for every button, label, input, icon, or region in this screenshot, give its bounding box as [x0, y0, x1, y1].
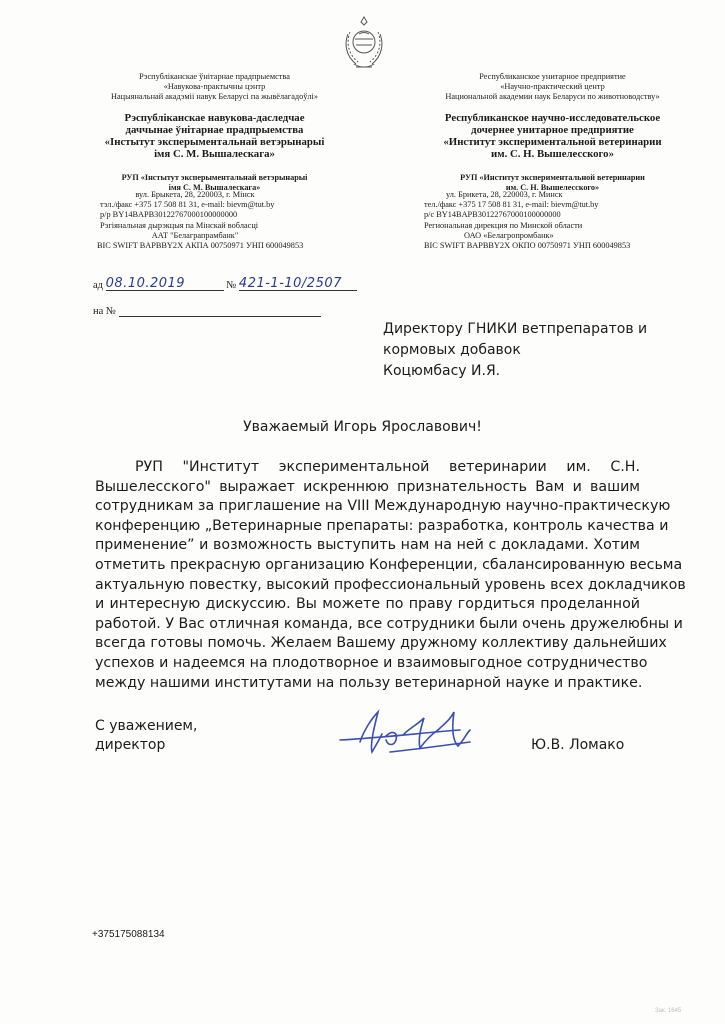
org-name-line-2: дочернее унитарное предприятие — [471, 123, 634, 136]
addressee — [383, 319, 703, 382]
org-name-line-4: им. С. Н. Вышелесского» — [491, 147, 614, 160]
body-line: применение” и возможность выступить нам на ней с докладами. Хотим — [95, 537, 640, 554]
to-field — [119, 302, 321, 317]
org-name-line-2: даччынае ўнітарнае прадпрыемства — [125, 123, 304, 136]
print-order-mark: Зак. 1645 — [655, 1008, 682, 1014]
signer-name: Ю.В. Ломако — [531, 737, 625, 753]
contacts: тэл./факс +375 17 508 81 31, e-mail: bievm@tut.by — [100, 200, 275, 210]
bank-codes: BIC SWIFT BAPBBY2X ОКПО 00750971 УНП 600049853 — [424, 241, 631, 251]
org-name-line-4: імя С. М. Вышалескага» — [154, 147, 275, 160]
bank-account: р/р BY14BAPB30122767000100000000 — [100, 210, 238, 220]
closing-block — [95, 717, 197, 755]
body-line: успехов и надеемся на плодотворное и взаимовыгодное сотрудничество — [95, 654, 648, 671]
parent-academy: Нацыянальнай акадэміі навук Беларусі па жывёлагадоўлі» — [110, 92, 319, 102]
body-line: отметить прекрасную организацию Конференции, сбалансированную весьма — [95, 556, 683, 573]
address-block-right — [424, 190, 684, 251]
body-line: РУП "Институт экспериментальной ветеринарии им. С.Н. — [135, 459, 640, 475]
date-prefix: ад — [93, 280, 104, 291]
number-field — [239, 276, 357, 291]
body-line: актуальную повестку, высокий профессиональный уровень всех докладчиков — [95, 576, 686, 593]
org-short-line-2: им. С. Н. Вышелесского» — [505, 182, 600, 192]
address: вул. Брыкета, 28, 220003, г. Мінск — [135, 190, 255, 199]
number-prefix: № — [226, 280, 237, 291]
reference-to — [93, 302, 321, 317]
date-field — [106, 276, 224, 291]
parent-center: «Научно-практический центр — [500, 82, 605, 92]
org-short-line-2: імя С. М. Вышалескага» — [168, 182, 261, 192]
addressee-line-2: кормовых добавок — [383, 342, 521, 358]
address: ул. Брикета, 28, 220003, г. Минск — [446, 190, 563, 199]
header-right — [410, 72, 695, 193]
body-line: сотрудникам за приглашение на VIII Международную научно-практическую — [95, 498, 671, 515]
org-name-line-1: Республиканское научно-исследовательское — [444, 111, 661, 124]
phone-number: +375175088134 — [92, 929, 165, 940]
state-emblem — [338, 14, 390, 70]
parent-org-type: Республиканское унитарное предприятие — [479, 72, 626, 81]
address-block-left — [97, 190, 385, 251]
org-short-line-1: РУП «Інстытут эксперыментальнай ветэрынарыі — [121, 172, 308, 182]
bank-branch: Региональная дирекция по Минской области — [424, 220, 583, 230]
body-line: конференцию „Ветеринарные препараты: разработка, контроль качества и — [95, 517, 669, 534]
contacts: тел./факс +375 17 508 81 31, e-mail: bievm@tut.by — [424, 200, 599, 210]
parent-center: «Навукова-практычны цэнтр — [163, 82, 266, 92]
org-name-line-3: «Інстытут эксперыментальнай ветэрынарыі — [104, 135, 325, 148]
handwritten-signature — [320, 700, 490, 770]
body-line: и интересную дискуссию. Вы можете по праву гордиться проделанной — [95, 596, 640, 613]
reference-date-number — [93, 276, 357, 291]
body-line: Вышелесского" выражает искреннюю признательность Вам и вашим — [95, 478, 640, 495]
bank-branch: Рэгіянальная дырэкцыя па Мінскай вобласці — [100, 220, 259, 230]
signer-position: директор — [95, 737, 166, 753]
org-name-line-1: Рэспубліканскае навукова-даследчае — [124, 111, 305, 124]
bank-codes: BIC SWIFT BAPBBY2X АКПА 00750971 УНП 600049853 — [97, 241, 304, 251]
closing: С уважением, — [95, 718, 198, 734]
org-short-line-1: РУП «Институт экспериментальной ветеринарии — [460, 172, 645, 182]
greeting: Уважаемый Игорь Ярославович! — [243, 419, 482, 435]
body-line: между нашими институтами на пользу ветеринарной науке и практике. — [95, 674, 643, 691]
org-name-line-3: «Институт экспериментальной ветеринарии — [443, 135, 662, 148]
to-prefix: на № — [93, 306, 116, 317]
addressee-line-1: Директору ГНИКИ ветпрепаратов и — [383, 321, 648, 337]
bank-name: ОАО «Белагропромбанк» — [464, 230, 554, 240]
body-line: работой. У Вас отличная команда, все сотрудники были очень дружелюбны и — [95, 615, 683, 632]
body-line: всегда готовы помочь. Желаем Вашему дружному коллективу дальнейших — [95, 635, 667, 652]
bank-name: ААТ "Белаграпрамбанк" — [151, 230, 239, 240]
date-value: 08.10.2019 — [105, 276, 186, 291]
letter-body — [95, 458, 686, 693]
addressee-line-3: Коцюмбасу И.Я. — [383, 363, 501, 379]
parent-org-type: Рэспубліканскае ўнітарнае прадпрыемства — [139, 72, 290, 81]
parent-academy: Национальной академии наук Беларуси по животноводству» — [445, 92, 660, 102]
bank-account: р/с BY14BAPB30122767000100000000 — [424, 210, 561, 220]
number-value: 421-1-10/2507 — [238, 276, 342, 291]
header-left — [72, 72, 357, 193]
